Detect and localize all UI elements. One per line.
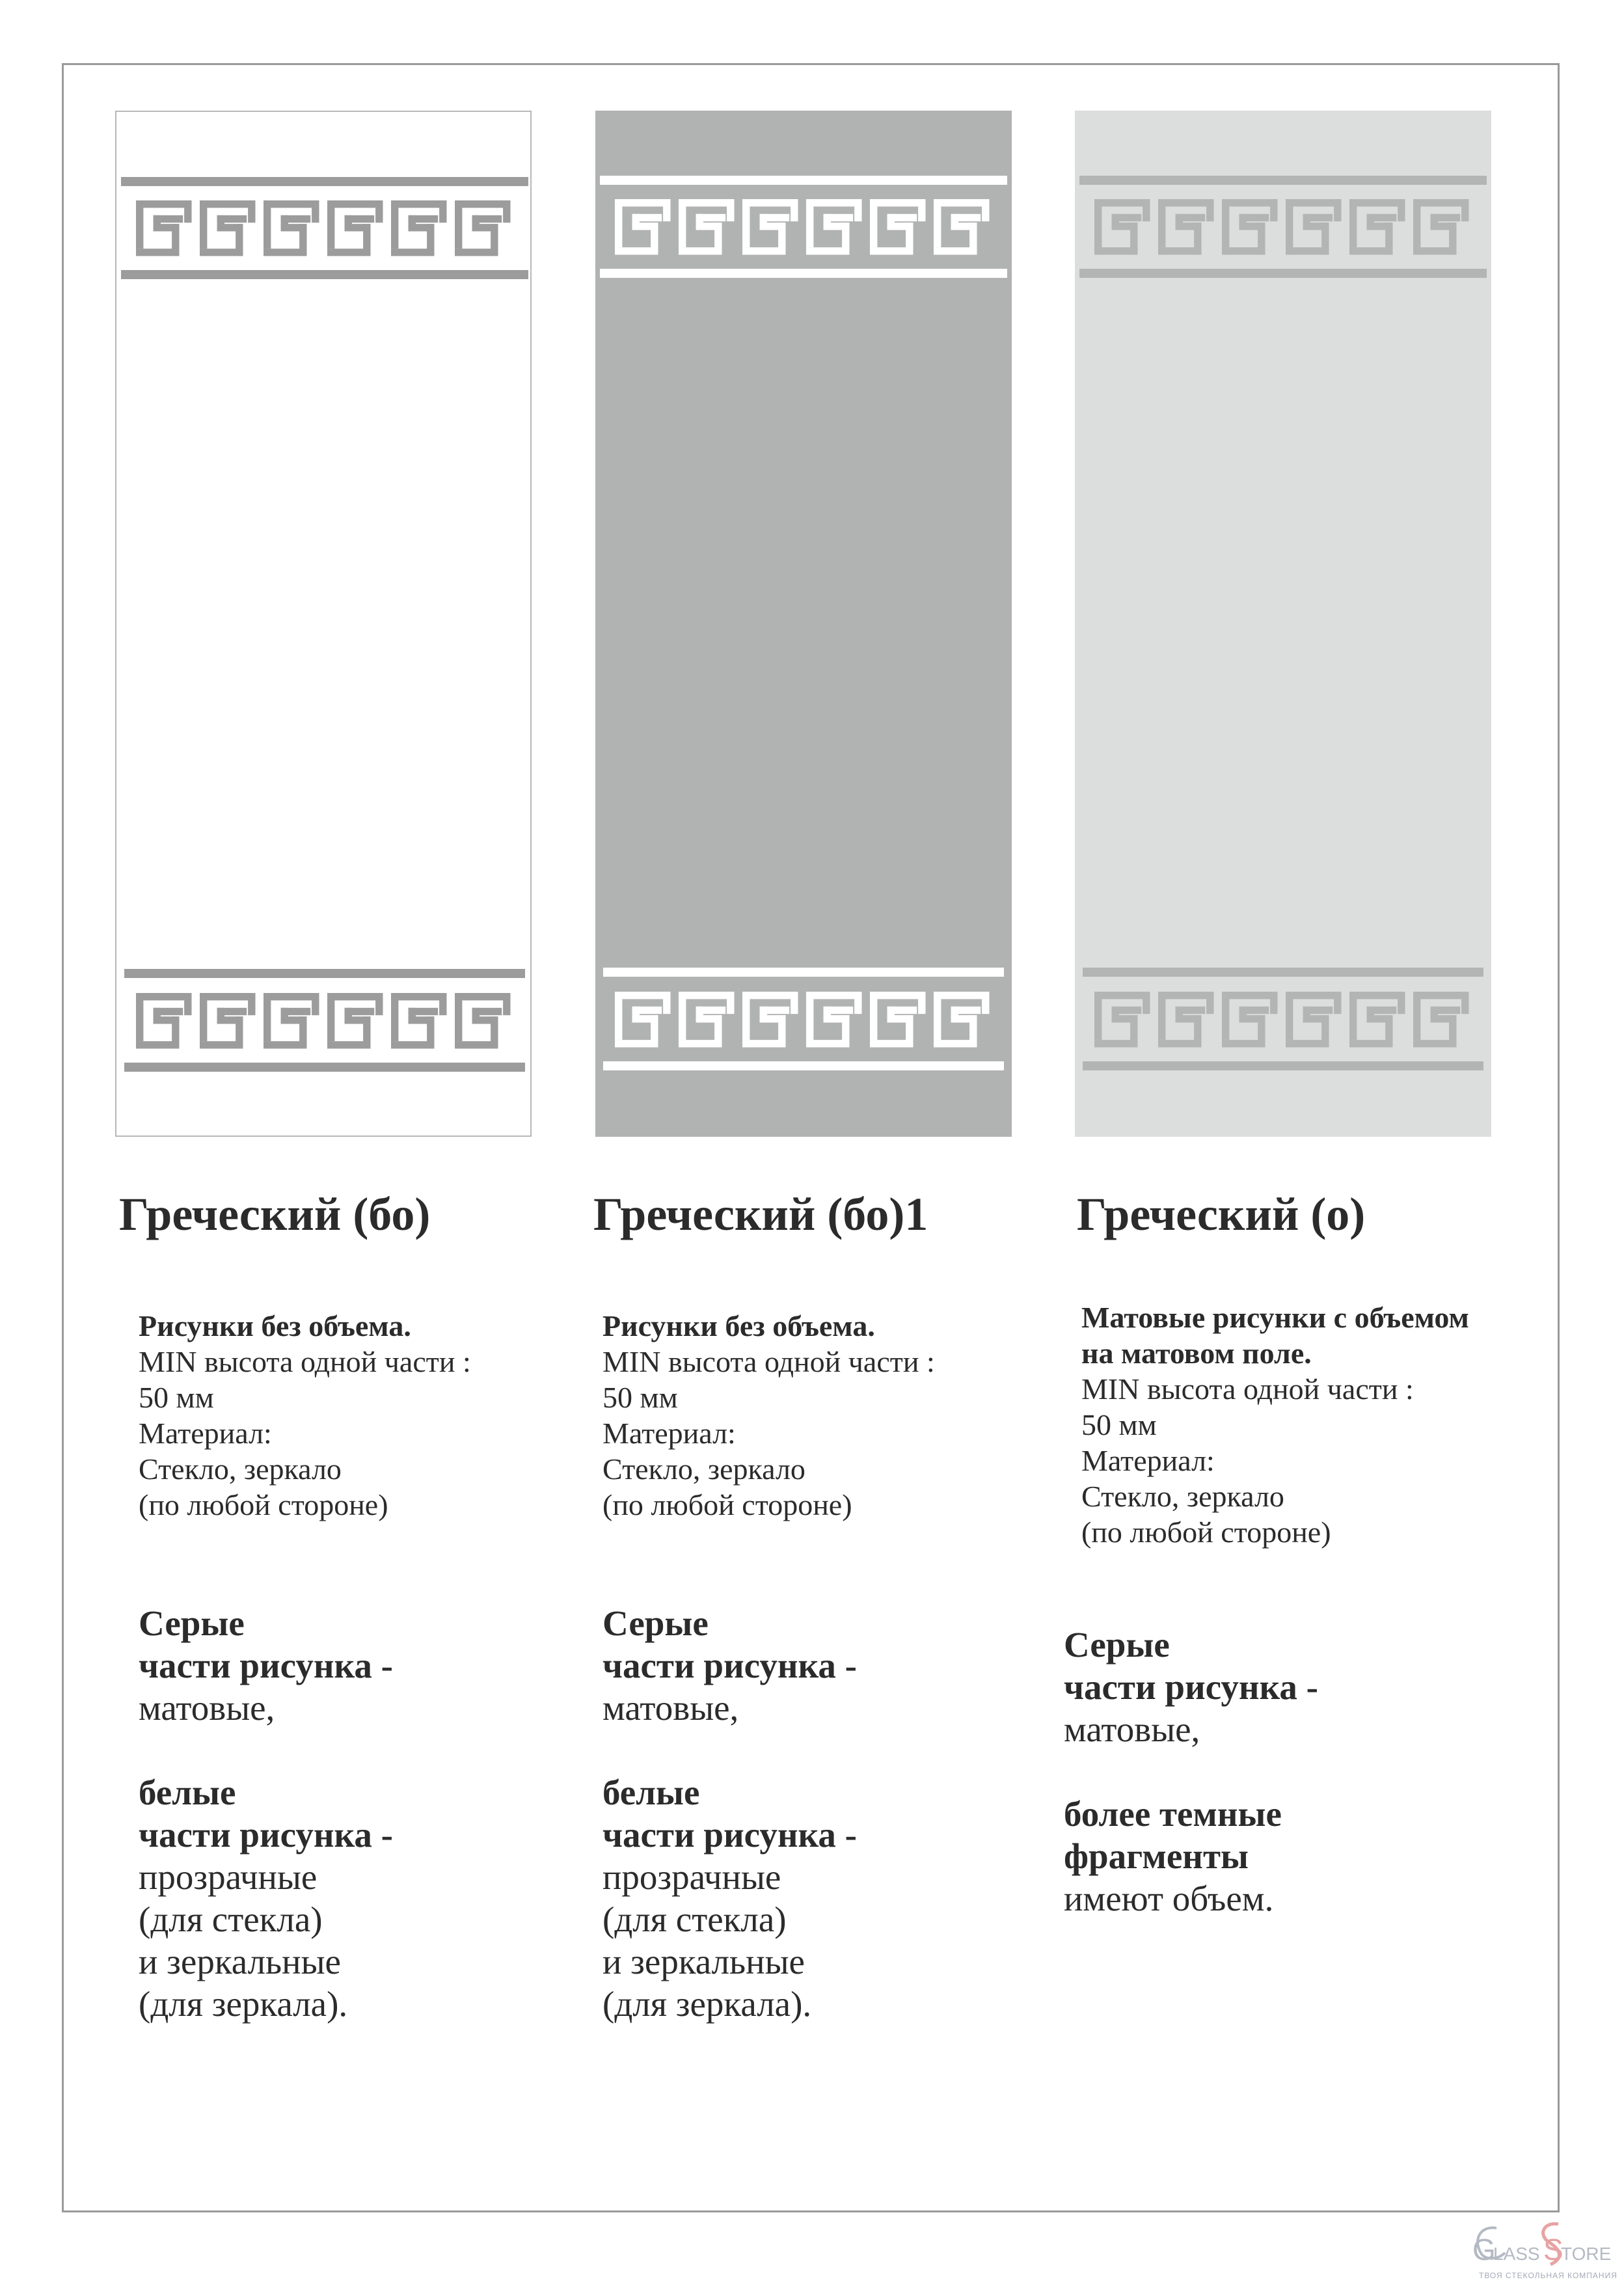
legend-line: имеют объем. [1064,1879,1274,1918]
legend-dash: - [1297,1667,1318,1707]
description-heading: Матовые рисунки с объемом [1081,1301,1469,1334]
legend-line: и зеркальные [602,1942,805,1981]
greek-key-segment [184,200,191,223]
legend-bold-line: части рисунка [602,1815,836,1855]
description-line: 50 мм [139,1381,214,1414]
greek-key-segment [887,214,917,221]
greek-key-segment [870,992,926,999]
greek-key-segment [934,992,990,999]
legend-bold-line: части рисунка [139,1815,372,1855]
greek-key-segment [1158,199,1214,206]
design-title: Греческий (бо)1 [593,1188,928,1240]
greek-key-segment [1349,199,1405,206]
greek-key-segment [1094,199,1150,206]
greek-key-segment [1176,1007,1206,1014]
greek-key-segment [1239,214,1269,221]
greek-key-segment [375,993,383,1015]
description-line: Стекло, зеркало [1081,1480,1284,1513]
description-line: Материал: [1081,1444,1215,1477]
greek-key-segment [615,199,671,206]
greek-key-segment [281,1008,311,1015]
description-heading: Рисунки без объема. [139,1309,411,1342]
greek-key-segment [1303,214,1333,221]
legend-bold-line: Серые [1064,1625,1170,1665]
greek-key-segment [455,200,511,208]
legend-bold-line: части рисунка [602,1646,836,1685]
description-line: Материал: [139,1417,272,1450]
greek-key-segment [503,993,510,1015]
description-line: Стекло, зеркало [602,1452,805,1486]
greek-key-segment [696,1007,726,1014]
greek-key-segment [1303,1007,1333,1014]
greek-key-segment [791,992,798,1014]
greek-key-segment [472,1008,502,1015]
greek-key-segment [409,215,439,223]
greek-key-segment [264,200,319,208]
greek-key-segment [679,199,735,206]
greek-key-segment [1286,992,1293,1040]
greek-key-segment [742,199,798,206]
greek-key-border-bottom [603,968,1004,1070]
greek-key-segment [727,992,734,1014]
greek-key-segment [264,200,271,249]
greek-key-segment [391,200,447,208]
greek-key-segment [615,199,622,247]
greek-key-segment [1094,992,1102,1040]
greek-key-segment [982,992,989,1014]
greek-key-segment [312,993,319,1015]
greek-key-segment [679,992,735,999]
greek-key-border-top [121,177,528,279]
greek-key-segment [136,993,192,1000]
greek-key-segment [154,215,183,223]
design-preview-grecheskiy-o[interactable] [1075,111,1491,1137]
legend-line: (для зеркала). [602,1984,812,2024]
greek-key-segment [1112,214,1142,221]
greek-key-segment [136,200,143,249]
description-line: MIN высота одной части : [602,1345,935,1378]
greek-key-segment [806,199,813,247]
greek-key-segment [742,992,750,1040]
greek-key-segment [1367,1007,1397,1014]
greek-key-segment [1270,199,1277,221]
design-legend [139,1602,393,2025]
greek-key-segment [824,214,854,221]
greek-key-segment [1143,199,1150,221]
greek-key-segment [1158,199,1165,247]
greek-key-segment [1094,199,1102,247]
greek-key-segment [327,200,334,249]
greek-key-segment [1239,1007,1269,1014]
legend-line: (для стекла) [139,1899,323,1939]
legend-dash: - [372,1815,393,1855]
greek-key-border-bottom [1083,968,1483,1070]
greek-key-segment [1158,992,1214,999]
greek-key-segment [934,199,941,247]
greek-key-segment [934,992,941,1040]
greek-key-segment [1158,992,1165,1040]
greek-key-segment [760,1007,790,1014]
legend-line: (для стекла) [602,1899,787,1939]
design-preview-grecheskiy-bo[interactable] [115,111,532,1137]
greek-key-segment [1286,199,1342,206]
greek-key-segment [1461,199,1468,221]
greek-key-segment [1286,992,1342,999]
legend-line: матовые, [139,1688,275,1728]
greek-key-segment [264,993,319,1000]
legend-line: матовые, [602,1688,739,1728]
greek-key-segment [1286,199,1293,247]
greek-key-segment [1222,199,1229,247]
design-title: Греческий (бо) [119,1188,431,1240]
legend-bold-line: фрагменты [1064,1836,1249,1876]
greek-key-segment [391,993,398,1041]
greek-key-segment [1222,992,1278,999]
greek-key-segment [136,200,192,208]
design-title: Греческий (о) [1077,1188,1366,1240]
description-line: 50 мм [602,1381,678,1414]
greek-key-segment [806,992,813,1040]
logo-tagline: ТВОЯ СТЕКОЛЬНАЯ КОМПАНИЯ [1479,2271,1617,2280]
greek-key-segment [409,1008,439,1015]
greek-key-segment [951,1007,981,1014]
design-preview-grecheskiy-bo1[interactable] [595,111,1012,1137]
greek-key-segment [439,200,446,223]
description-line: Материал: [602,1417,736,1450]
legend-dash: - [835,1815,857,1855]
greek-key-segment [1143,992,1150,1014]
greek-key-segment [1206,992,1213,1014]
greek-key-segment [472,215,502,223]
greek-key-segment [1334,199,1341,221]
description-line: 50 мм [1081,1408,1157,1441]
greek-key-segment [615,992,671,999]
legend-bold-line: Серые [139,1603,245,1643]
greek-key-segment [264,993,271,1041]
greek-key-segment [1413,992,1469,999]
legend-bold-line: белые [139,1773,236,1812]
greek-key-segment [870,199,926,206]
greek-key-segment [327,993,334,1041]
greek-key-segment [870,992,877,1040]
greek-key-segment [136,993,143,1041]
logo-initial: G [1472,2233,1496,2266]
logo-initial: S [1543,2233,1563,2266]
greek-key-segment [918,199,925,221]
greek-key-segment [391,200,398,249]
greek-key-border-bottom [124,969,525,1072]
greek-key-segment [1349,992,1405,999]
greek-key-segment [1334,992,1341,1014]
logo-word: TORE [1561,2244,1612,2264]
greek-key-segment [200,993,256,1000]
design-legend [1064,1624,1318,1920]
legend-bold-line: более темные [1064,1794,1282,1834]
greek-key-segment [870,199,877,247]
design-description [602,1308,935,1523]
greek-key-segment [248,200,255,223]
greek-key-border-top [600,176,1007,278]
legend-bold-line: белые [602,1773,700,1812]
greek-key-segment [854,199,861,221]
greek-key-segment [1398,992,1405,1014]
legend-bold-line: части рисунка [1064,1667,1297,1707]
logo-word: LASS [1493,2244,1540,2264]
description-heading: на матовом поле. [1081,1337,1312,1370]
greek-key-segment [345,215,375,223]
glass-store-logo [1467,2220,1617,2280]
description-line: (по любой стороне) [1081,1516,1331,1549]
description-line: (по любой стороне) [139,1488,388,1521]
greek-key-segment [824,1007,854,1014]
greek-key-segment [791,199,798,221]
design-description [139,1308,471,1523]
description-line: MIN высота одной части : [139,1345,471,1378]
greek-key-segment [887,1007,917,1014]
greek-key-segment [327,993,383,1000]
greek-key-segment [391,993,447,1000]
greek-key-segment [439,993,446,1015]
greek-key-segment [154,1008,183,1015]
greek-key-segment [184,993,191,1015]
greek-key-segment [375,200,383,223]
legend-line: матовые, [1064,1709,1200,1749]
greek-key-pattern-icon [1075,111,1491,1137]
greek-key-segment [1461,992,1468,1014]
greek-key-segment [663,992,670,1014]
greek-key-segment [1413,199,1469,206]
greek-key-segment [742,199,750,247]
greek-key-segment [854,992,861,1014]
greek-key-segment [200,993,207,1041]
greek-key-segment [806,199,862,206]
greek-key-pattern-icon [595,111,1012,1137]
greek-key-segment [742,992,798,999]
greek-key-segment [632,1007,662,1014]
greek-key-segment [1206,199,1213,221]
greek-key-segment [345,1008,375,1015]
greek-key-segment [1349,199,1357,247]
legend-line: (для зеркала). [139,1984,348,2024]
design-legend [602,1602,857,2025]
description-line: (по любой стороне) [602,1488,852,1521]
greek-key-border-top [1079,176,1487,278]
greek-key-segment [806,992,862,999]
description-line: MIN высота одной части : [1081,1372,1414,1406]
greek-key-segment [696,214,726,221]
greek-key-segment [200,200,207,249]
greek-key-segment [1176,214,1206,221]
greek-key-segment [455,993,511,1000]
legend-line: и зеркальные [139,1942,341,1981]
greek-key-segment [679,992,686,1040]
legend-line: прозрачные [602,1857,781,1897]
legend-bold-line: Серые [602,1603,709,1643]
greek-key-segment [1413,992,1420,1040]
greek-key-segment [1398,199,1405,221]
legend-dash: - [835,1646,857,1685]
greek-key-segment [1112,1007,1142,1014]
greek-key-segment [503,200,510,223]
legend-bold-line: части рисунка [139,1646,372,1685]
greek-key-segment [1270,992,1277,1014]
greek-key-pattern-icon [116,112,533,1138]
greek-key-segment [679,199,686,247]
greek-key-segment [1222,199,1278,206]
greek-key-segment [1222,992,1229,1040]
greek-key-segment [455,200,462,249]
greek-key-segment [1431,1007,1461,1014]
greek-key-segment [934,199,990,206]
greek-key-segment [982,199,989,221]
greek-key-segment [1094,992,1150,999]
greek-key-segment [727,199,734,221]
description-heading: Рисунки без объема. [602,1309,875,1342]
greek-key-segment [1367,214,1397,221]
greek-key-segment [248,993,255,1015]
greek-key-segment [200,200,256,208]
greek-key-segment [918,992,925,1014]
greek-key-segment [951,214,981,221]
greek-key-segment [455,993,462,1041]
greek-key-segment [760,214,790,221]
greek-key-segment [281,215,311,223]
greek-key-segment [1413,199,1420,247]
greek-key-segment [327,200,383,208]
greek-key-segment [615,992,622,1040]
description-line: Стекло, зеркало [139,1452,342,1486]
greek-key-segment [217,1008,247,1015]
legend-line: прозрачные [139,1857,318,1897]
greek-key-segment [312,200,319,223]
greek-key-segment [663,199,670,221]
greek-key-segment [217,215,247,223]
greek-key-segment [1431,214,1461,221]
greek-key-segment [1349,992,1357,1040]
greek-key-segment [632,214,662,221]
legend-dash: - [372,1646,393,1685]
design-description [1081,1299,1469,1550]
